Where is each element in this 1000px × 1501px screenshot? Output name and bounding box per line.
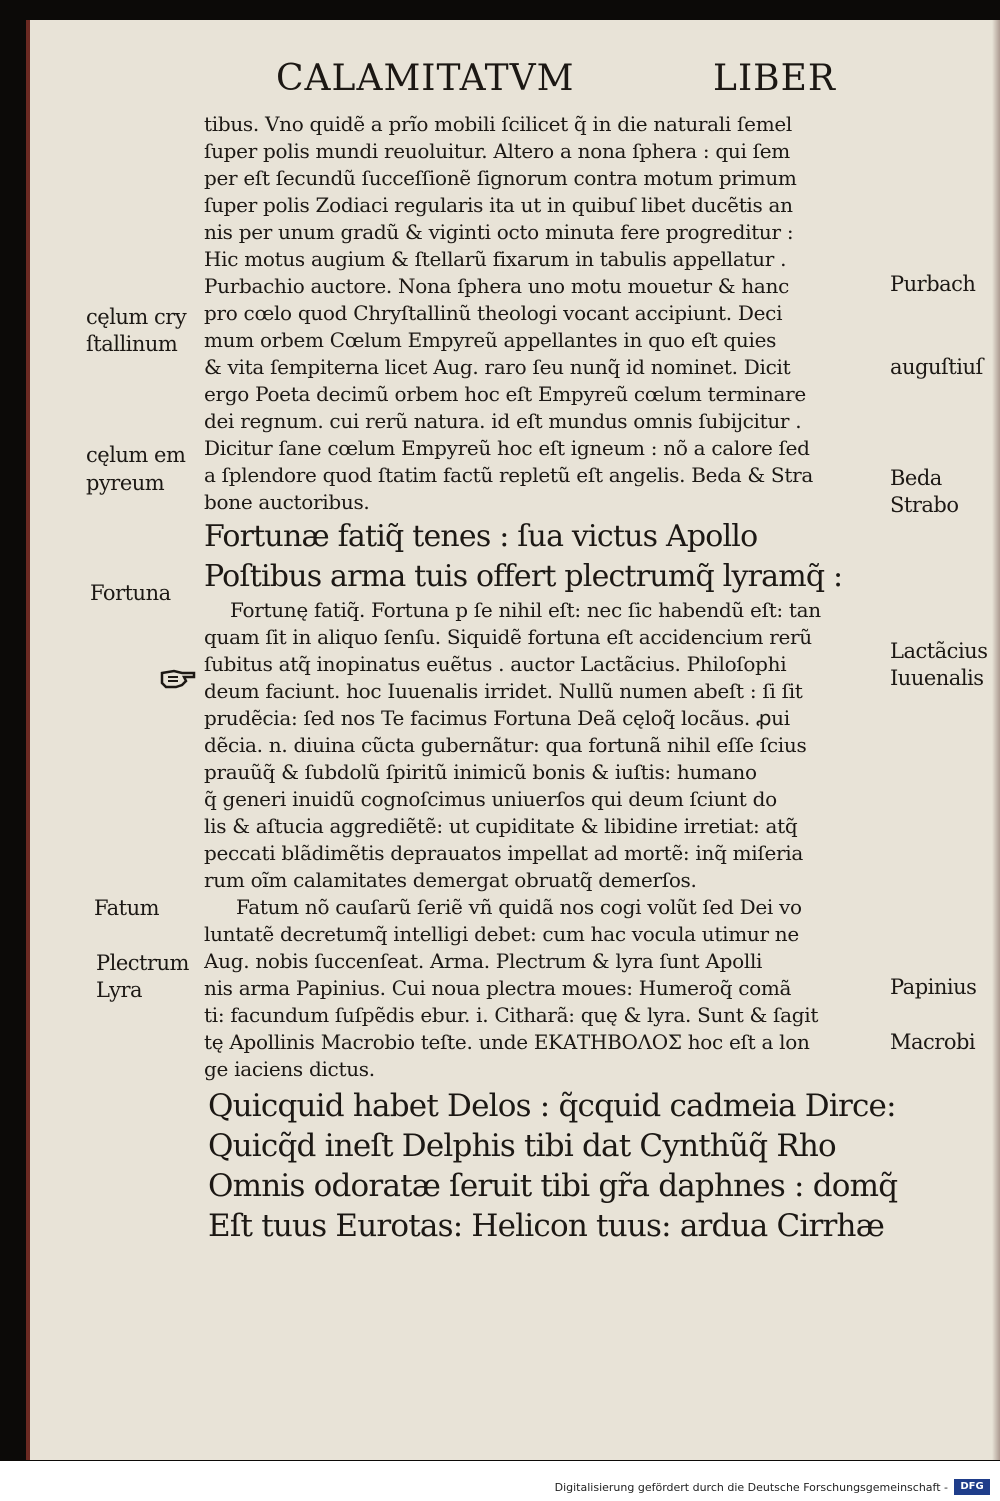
margin-note-left: Fortuna bbox=[90, 581, 171, 605]
text-line: tę Apollinis Macrobio teſte. unde ΕΚΑΤΗΒΟΛΟΣ hoc eſt a lon bbox=[204, 1030, 810, 1054]
text-line: prudẽcia: ſed nos Te facimus Fortuna Deã cęloq̃ locãus. ꝓui bbox=[204, 706, 790, 730]
text-line: ergo Poeta decimũ orbem hoc eſt Empyreũ cœlum terminare bbox=[204, 382, 806, 406]
text-line: nis per unum gradũ & viginti octo minuta fere progreditur : bbox=[204, 220, 794, 244]
text-line: quam ſit in aliquo ſenſu. Siquidẽ fortuna eſt accidencium rerũ bbox=[204, 625, 812, 649]
text-line: mum orbem Cœlum Empyreũ appellantes in quo eſt quies bbox=[204, 328, 777, 352]
margin-note-right: Papinius bbox=[890, 975, 977, 999]
text-line: dẽcia. n. diuina cũcta gubernãtur: qua fortunã nihil eſſe ſcius bbox=[204, 733, 807, 757]
text-line: q̃ generi inuidũ cognoſcimus uniuerſos qui deum ſciunt do bbox=[204, 787, 777, 811]
dfg-logo: DFG bbox=[954, 1479, 990, 1495]
text-line: deum faciunt. hoc Iuuenalis irridet. Nullũ numen abeſt : ſi ſit bbox=[204, 679, 803, 703]
text-line: per eſt ſecundũ ſucceſſionẽ ſignorum contra motum primum bbox=[204, 166, 797, 190]
verse-line: Quicq̃d ineſt Delphis tibi dat Cynthũq̃ Rho bbox=[208, 1128, 836, 1164]
text-line: prauũq̃ & ſubdolũ ſpiritũ inimicũ bonis & iuſtis: humano bbox=[204, 760, 757, 784]
text-line: Hic motus augium & ſtellarũ fixarum in tabulis appellatur . bbox=[204, 247, 787, 271]
text-line: pro cœlo quod Chryſtallinũ theologi vocant accipiunt. Deci bbox=[204, 301, 783, 325]
margin-note-left: Fatum bbox=[94, 896, 160, 920]
pointing-hand-icon bbox=[160, 665, 198, 693]
text-line: nis arma Papinius. Cui noua plectra moues: Humeroq̃ comã bbox=[204, 976, 792, 1000]
text-line: luntatẽ decretumq̃ intelligi debet: cum hac vocula utimur ne bbox=[204, 922, 799, 946]
text-line: Fortunę fatiq̃. Fortuna p ſe nihil eſt: nec ſic habendũ eſt: tan bbox=[230, 598, 821, 622]
text-line: bone auctoribus. bbox=[204, 490, 370, 514]
margin-note-right: Purbach bbox=[890, 272, 976, 296]
text-line: ge iaciens dictus. bbox=[204, 1057, 375, 1081]
margin-note-left: Lyra bbox=[96, 978, 142, 1002]
running-head bbox=[276, 58, 836, 99]
margin-note-right: Beda bbox=[890, 466, 942, 490]
margin-note-right: Macrobi bbox=[890, 1030, 976, 1054]
margin-note-right: auguſtiuſ bbox=[890, 355, 983, 379]
margin-note-left: cęlum em bbox=[86, 443, 186, 467]
text-line: dei regnum. cui rerũ natura. id eſt mundus omnis ſubijcitur . bbox=[204, 409, 802, 433]
verse-line: Poſtibus arma tuis offert plectrumq̃ lyramq̃ : bbox=[204, 559, 843, 594]
running-head-right: LIBER bbox=[713, 58, 836, 99]
text-line: & vita ſempiterna licet Aug. raro ſeu nunq̃ id nominet. Dicit bbox=[204, 355, 791, 379]
footer-credit: Digitalisierung gefördert durch die Deutsche Forschungsgemeinschaft - bbox=[554, 1481, 948, 1494]
verse-line: Omnis odoratæ ſeruit tibi gr̃a daphnes : domq̃ bbox=[208, 1168, 898, 1204]
text-line: Fatum nõ cauſarũ ſeriẽ vñ quidã nos cogi volũt ſed Dei vo bbox=[236, 895, 802, 919]
verse-line: Fortunæ fatiq̃ tenes : ſua victus Apollo bbox=[204, 519, 758, 554]
margin-note-left: cęlum cry bbox=[86, 305, 187, 329]
text-line: a ſplendore quod ſtatim factũ repletũ eſt angelis. Beda & Stra bbox=[204, 463, 813, 487]
verse-line: Eſt tuus Eurotas: Helicon tuus: ardua Cirrhæ bbox=[208, 1208, 885, 1244]
margin-note-right: Lactãcius bbox=[890, 639, 988, 663]
text-line: ſuper polis mundi reuoluitur. Altero a nona ſphera : qui ſem bbox=[204, 139, 790, 163]
text-line: ſuper polis Zodiaci regularis ita ut in quibuſ libet ducẽtis an bbox=[204, 193, 793, 217]
margin-note-right: Iuuenalis bbox=[890, 666, 984, 690]
text-line: peccati blãdimẽtis deprauatos impellat ad mortẽ: inq̃ miſeria bbox=[204, 841, 804, 865]
text-line: Purbachio auctore. Nona ſphera uno motu mouetur & hanc bbox=[204, 274, 790, 298]
book-page bbox=[26, 20, 1000, 1460]
text-line: ti: facundum ſuſpẽdis ebur. i. Citharã: quę & lyra. Sunt & ſagit bbox=[204, 1003, 819, 1027]
text-line: ſubitus atq̃ inopinatus euẽtus . auctor Lactãcius. Philoſophi bbox=[204, 652, 787, 676]
margin-note-left: pyreum bbox=[86, 471, 165, 495]
margin-note-right: Strabo bbox=[890, 493, 959, 517]
running-head-left: CALAMITATVM bbox=[276, 58, 575, 99]
text-line: rum oĩm calamitates demergat obruatq̃ demerſos. bbox=[204, 868, 697, 892]
verse-line: Quicquid habet Delos : q̃cquid cadmeia Dirce: bbox=[208, 1088, 896, 1124]
text-line: Dicitur ſane cœlum Empyreũ hoc eſt igneum : nõ a calore ſed bbox=[204, 436, 810, 460]
text-line: lis & aſtucia aggrediẽtẽ: ut cupiditate & libidine irretiat: atq̃ bbox=[204, 814, 798, 838]
margin-note-left: Plectrum bbox=[96, 951, 189, 975]
text-line: tibus. Vno quidẽ a prĩo mobili ſcilicet q̃ in die naturali ſemel bbox=[204, 112, 792, 136]
text-line: Aug. nobis ſuccenſeat. Arma. Plectrum & lyra ſunt Apolli bbox=[204, 949, 763, 973]
margin-note-left: ſtallinum bbox=[86, 332, 178, 356]
